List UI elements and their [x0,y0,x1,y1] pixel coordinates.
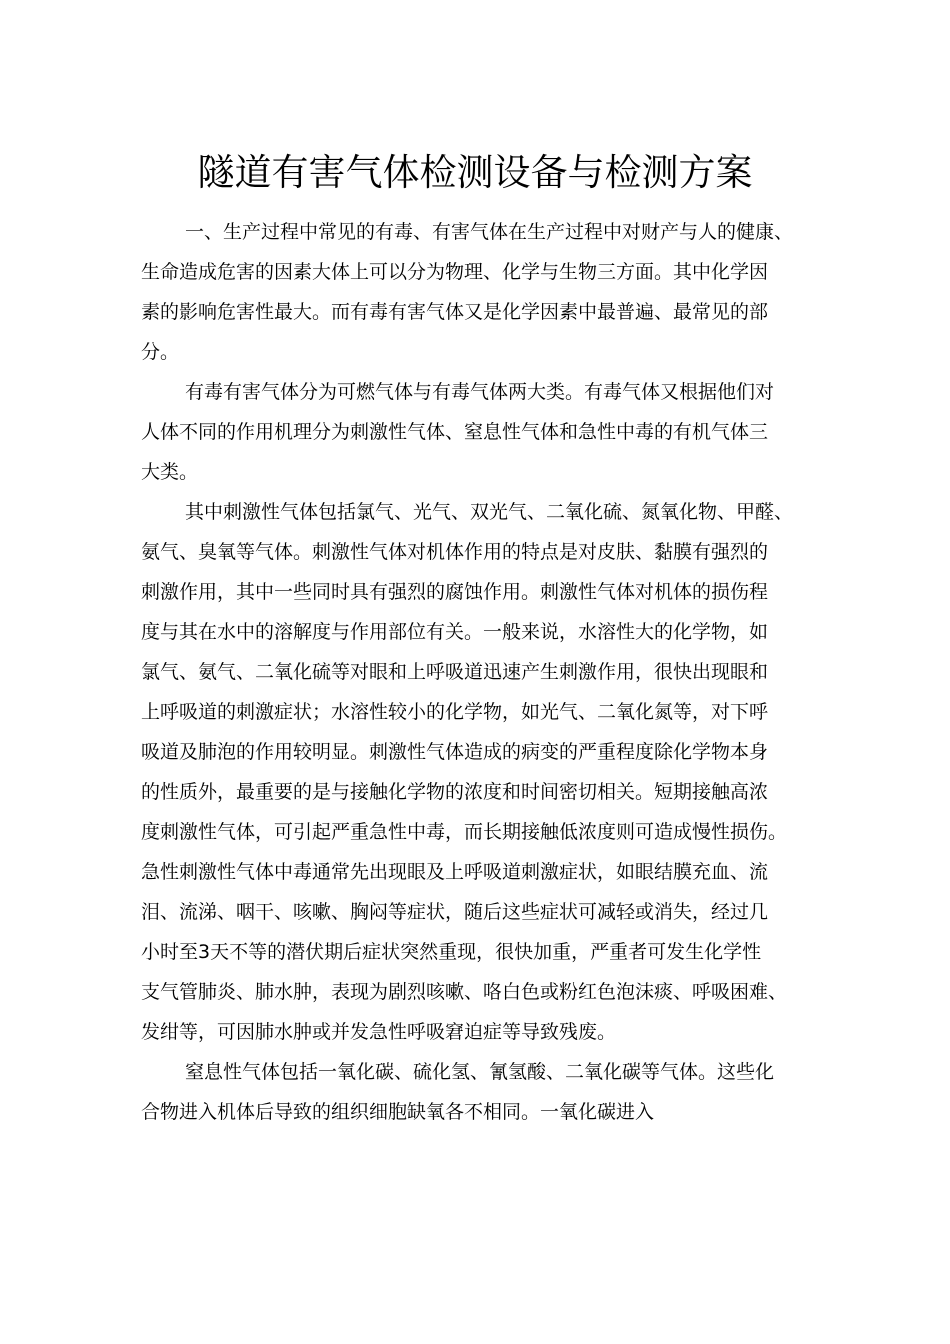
text-line: 度刺激性气体，可引起严重急性中毒，而长期接触低浓度则可造成慢性损伤。 [141,821,788,843]
document-title: 隧道有害气体检测设备与检测方案 [197,151,753,194]
text-line: 大类。 [141,461,199,483]
text-line: 生命造成危害的因素大体上可以分为物理、化学与生物三方面。其中化学因 [141,261,769,283]
text-line: 人体不同的作用机理分为刺激性气体、窒息性气体和急性中毒的有机气体三 [141,421,769,443]
document-body [141,212,831,1132]
text-line: 度与其在水中的溶解度与作用部位有关。一般来说，水溶性大的化学物，如 [141,621,769,643]
text-line: 上呼吸道的刺激症状；水溶性较小的化学物，如光气、二氧化氮等，对下呼 [141,701,769,723]
paragraph-2 [141,372,831,492]
paragraph-4 [141,1052,831,1132]
text-line: 刺激作用，其中一些同时具有强烈的腐蚀作用。刺激性气体对机体的损伤程 [141,581,769,603]
text-line: 小时至3天不等的潜伏期后症状突然重现，很快加重，严重者可发生化学性 [141,941,762,963]
text-line: 素的影响危害性最大。而有毒有害气体又是化学因素中最普遍、最常见的部 [141,301,769,323]
text-line: 吸道及肺泡的作用较明显。刺激性气体造成的病变的严重程度除化学物本身 [141,741,769,763]
text-line: 其中刺激性气体包括氯气、光气、双光气、二氧化硫、氮氧化物、甲醛、 [185,501,794,523]
text-line: 氨气、臭氧等气体。刺激性气体对机体作用的特点是对皮肤、黏膜有强烈的 [141,541,769,563]
text-line: 支气管肺炎、肺水肿，表现为剧烈咳嗽、咯白色或粉红色泡沫痰、呼吸困难、 [141,981,788,1003]
text-line: 分。 [141,341,180,363]
text-line: 有毒有害气体分为可燃气体与有毒气体两大类。有毒气体又根据他们对 [185,381,775,403]
text-line: 急性刺激性气体中毒通常先出现眼及上呼吸道刺激症状，如眼结膜充血、流 [141,861,769,883]
text-line: 发绀等，可因肺水肿或并发急性呼吸窘迫症等导致残废。 [141,1021,617,1043]
paragraph-1 [141,212,831,372]
text-line: 窒息性气体包括一氧化碳、硫化氢、氰氢酸、二氧化碳等气体。这些化 [185,1061,775,1083]
paragraph-3 [141,492,831,1052]
text-line: 的性质外，最重要的是与接触化学物的浓度和时间密切相关。短期接触高浓 [141,781,769,803]
text-line: 合物进入机体后导致的组织细胞缺氧各不相同。一氧化碳进入 [141,1101,655,1123]
text-line: 泪、流涕、咽干、咳嗽、胸闷等症状，随后这些症状可减轻或消失，经过几 [141,901,769,923]
text-line: 一、生产过程中常见的有毒、有害气体在生产过程中对财产与人的健康、 [185,221,794,243]
text-line: 氯气、氨气、二氧化硫等对眼和上呼吸道迅速产生刺激作用，很快出现眼和 [141,661,769,683]
